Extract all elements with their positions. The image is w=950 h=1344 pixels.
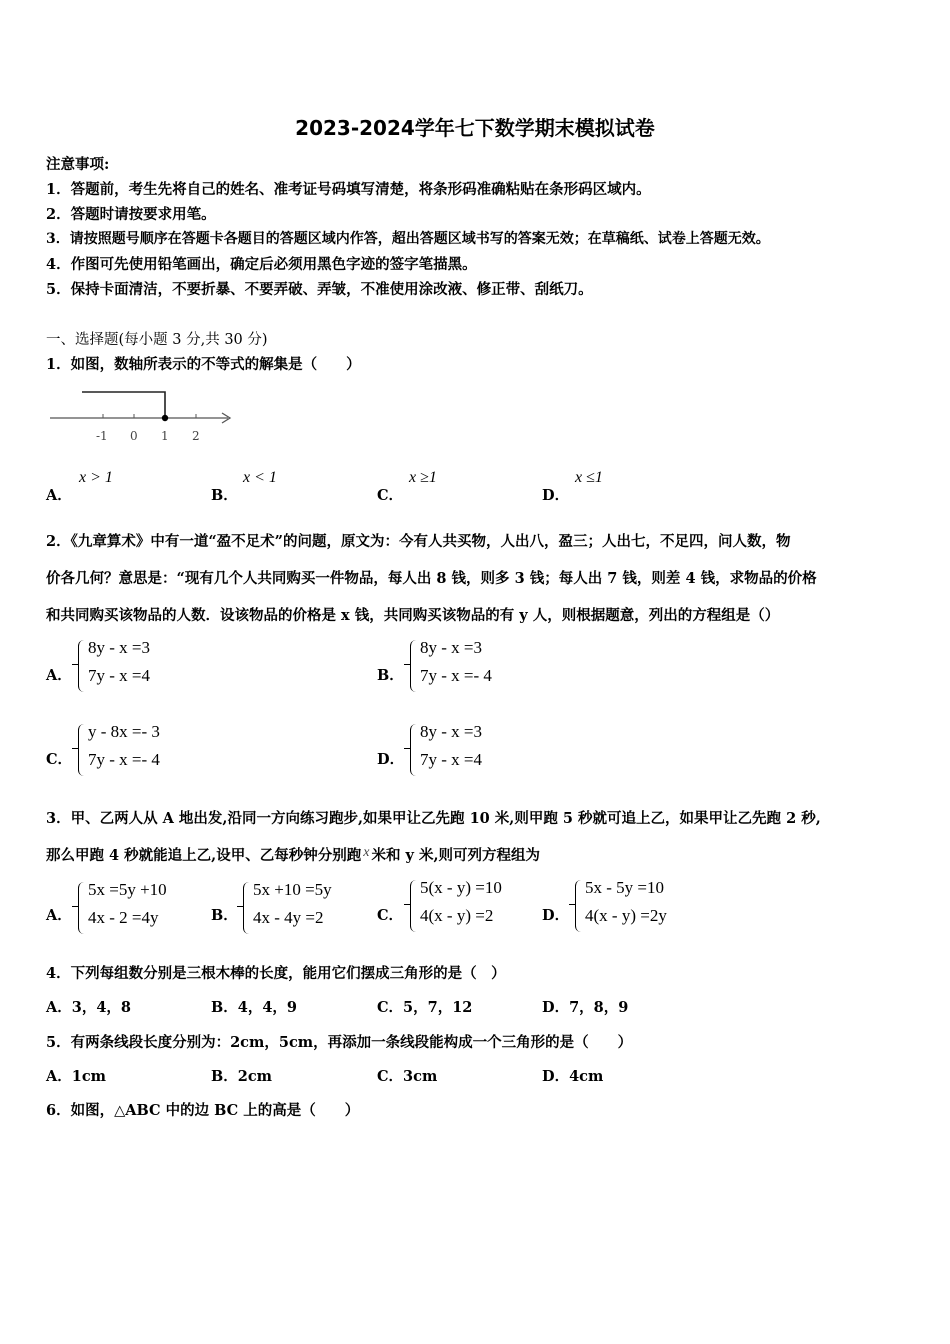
option-label: B．: [211, 907, 238, 924]
tick-label: 0: [130, 429, 138, 443]
option-text: A．3，4，8: [46, 999, 132, 1016]
option-expr: x > 1: [79, 469, 113, 486]
option-label: C．: [377, 487, 404, 504]
tick-label: 2: [192, 429, 200, 443]
option-text: B．4，4，9: [211, 999, 298, 1016]
equation: 8y - x =3: [88, 638, 150, 657]
page-title: 2023-2024学年七下数学期末模拟试卷: [295, 116, 655, 140]
brace-icon: [78, 640, 86, 692]
option-text: C．3cm: [377, 1068, 438, 1085]
question-6-stem: 6．如图，△ABC 中的边 BC 上的高是（ ）: [46, 1102, 360, 1119]
question-5-stem: 5．有两条线段长度分别为：2cm，5cm，再添加一条线段能构成一个三角形的是（ ）: [46, 1034, 633, 1051]
option-text: A．1cm: [46, 1068, 107, 1085]
equation: 5x +10 =5y: [253, 880, 332, 899]
equation: 4(x - y) =2: [420, 906, 494, 925]
brace-icon: [410, 724, 418, 776]
option-label: A．: [46, 907, 72, 924]
equation: y - 8x =- 3: [88, 722, 160, 741]
question-2-line: 和共同购买该物品的人数．设该物品的价格是 x 钱，共同购买该物品的有 y 人，则根据题意，列出的方程组是（）: [46, 607, 780, 624]
option-label: A．: [46, 667, 72, 684]
brace-icon: [575, 880, 583, 932]
question-3-line: 3．甲、乙两人从 A 地出发,沿同一方向练习跑步,如果甲让乙先跑 10 米,则甲跑 5 秒就可追上乙，如果甲让乙先跑 2 秒,: [46, 810, 821, 827]
solid-point: [162, 415, 168, 421]
brace-icon: [78, 724, 86, 776]
equation: 7y - x =- 4: [88, 750, 160, 769]
option-label: D．: [542, 907, 570, 924]
equation: 5(x - y) =10: [420, 878, 502, 897]
equation: 7y - x =- 4: [420, 666, 492, 685]
notice-heading: 注意事项:: [46, 156, 110, 173]
brace-icon: [243, 882, 251, 934]
equation: 7y - x =4: [88, 666, 150, 685]
question-2-line: 2．《九章算术》中有一道“盈不足术”的问题，原文为：今有人共买物，人出八，盈三；人出七，不足四，问人数，物: [46, 533, 791, 550]
notice-item: 1．答题前，考生先将自己的姓名、准考证号码填写清楚，将条形码准确粘贴在条形码区域内。: [46, 181, 651, 198]
option-label: C．: [377, 907, 404, 924]
option-expr: x ≤1: [575, 469, 603, 486]
option-expr: x < 1: [243, 469, 277, 486]
equation: 4x - 4y =2: [253, 908, 324, 927]
notice-item: 3．请按照题号顺序在答题卡各题目的答题区域内作答，超出答题区域书写的答案无效；在草稿纸、试卷上答题无效。: [46, 231, 770, 247]
equation: 4x - 2 =4y: [88, 908, 159, 927]
equation: 8y - x =3: [420, 722, 482, 741]
option-label: A．: [46, 487, 72, 504]
option-text: D．4cm: [542, 1068, 604, 1085]
question-2-line: 价各几何？意思是：“现有几个人共同购买一件物品，每人出 8 钱，则多 3 钱；每人出 7 钱，则差 4 钱，求物品的价格: [46, 570, 817, 587]
number-line-figure: [46, 382, 246, 448]
option-label: D．: [377, 751, 405, 768]
equation: 7y - x =4: [420, 750, 482, 769]
notice-item: 4．作图可先使用铅笔画出，确定后必须用黑色字迹的签字笔描黑。: [46, 256, 477, 273]
brace-icon: [78, 882, 86, 934]
question-4-stem: 4．下列每组数分别是三根木棒的长度，能用它们摆成三角形的是（ ）: [46, 965, 506, 982]
option-label: D．: [542, 487, 570, 504]
option-text: B．2cm: [211, 1068, 273, 1085]
tick-label: -1: [96, 429, 108, 443]
option-expr: x ≥1: [409, 469, 437, 486]
question-3-line: [46, 844, 540, 865]
notice-item: 2．答题时请按要求用笔。: [46, 206, 216, 223]
section-heading: 一、选择题(每小题 3 分,共 30 分): [46, 332, 268, 348]
solution-ray: [82, 392, 165, 418]
brace-icon: [410, 880, 418, 932]
option-text: C．5，7，12: [377, 999, 473, 1016]
equation: 8y - x =3: [420, 638, 482, 657]
brace-icon: [410, 640, 418, 692]
option-label: C．: [46, 751, 73, 768]
notice-item: 5．保持卡面清洁，不要折暴、不要弄破、弄皱，不准使用涂改液、修正带、刮纸刀。: [46, 281, 593, 298]
question-1-stem: 1．如图，数轴所表示的不等式的解集是（ ）: [46, 356, 361, 373]
equation: 5x - 5y =10: [585, 878, 664, 897]
tick-label: 1: [161, 429, 169, 443]
option-text: D．7，8，9: [542, 999, 629, 1016]
question-3-text: 那么甲跑 4 秒就能追上乙,设甲、乙每秒钟分别跑: [46, 847, 362, 864]
equation: 5x =5y +10: [88, 880, 167, 899]
option-label: B．: [377, 667, 404, 684]
option-label: B．: [211, 487, 238, 504]
equation: 4(x - y) =2y: [585, 906, 667, 925]
variable-x: x: [363, 845, 370, 860]
question-3-text: 米和 y 米,则可列方程组为: [371, 847, 541, 864]
